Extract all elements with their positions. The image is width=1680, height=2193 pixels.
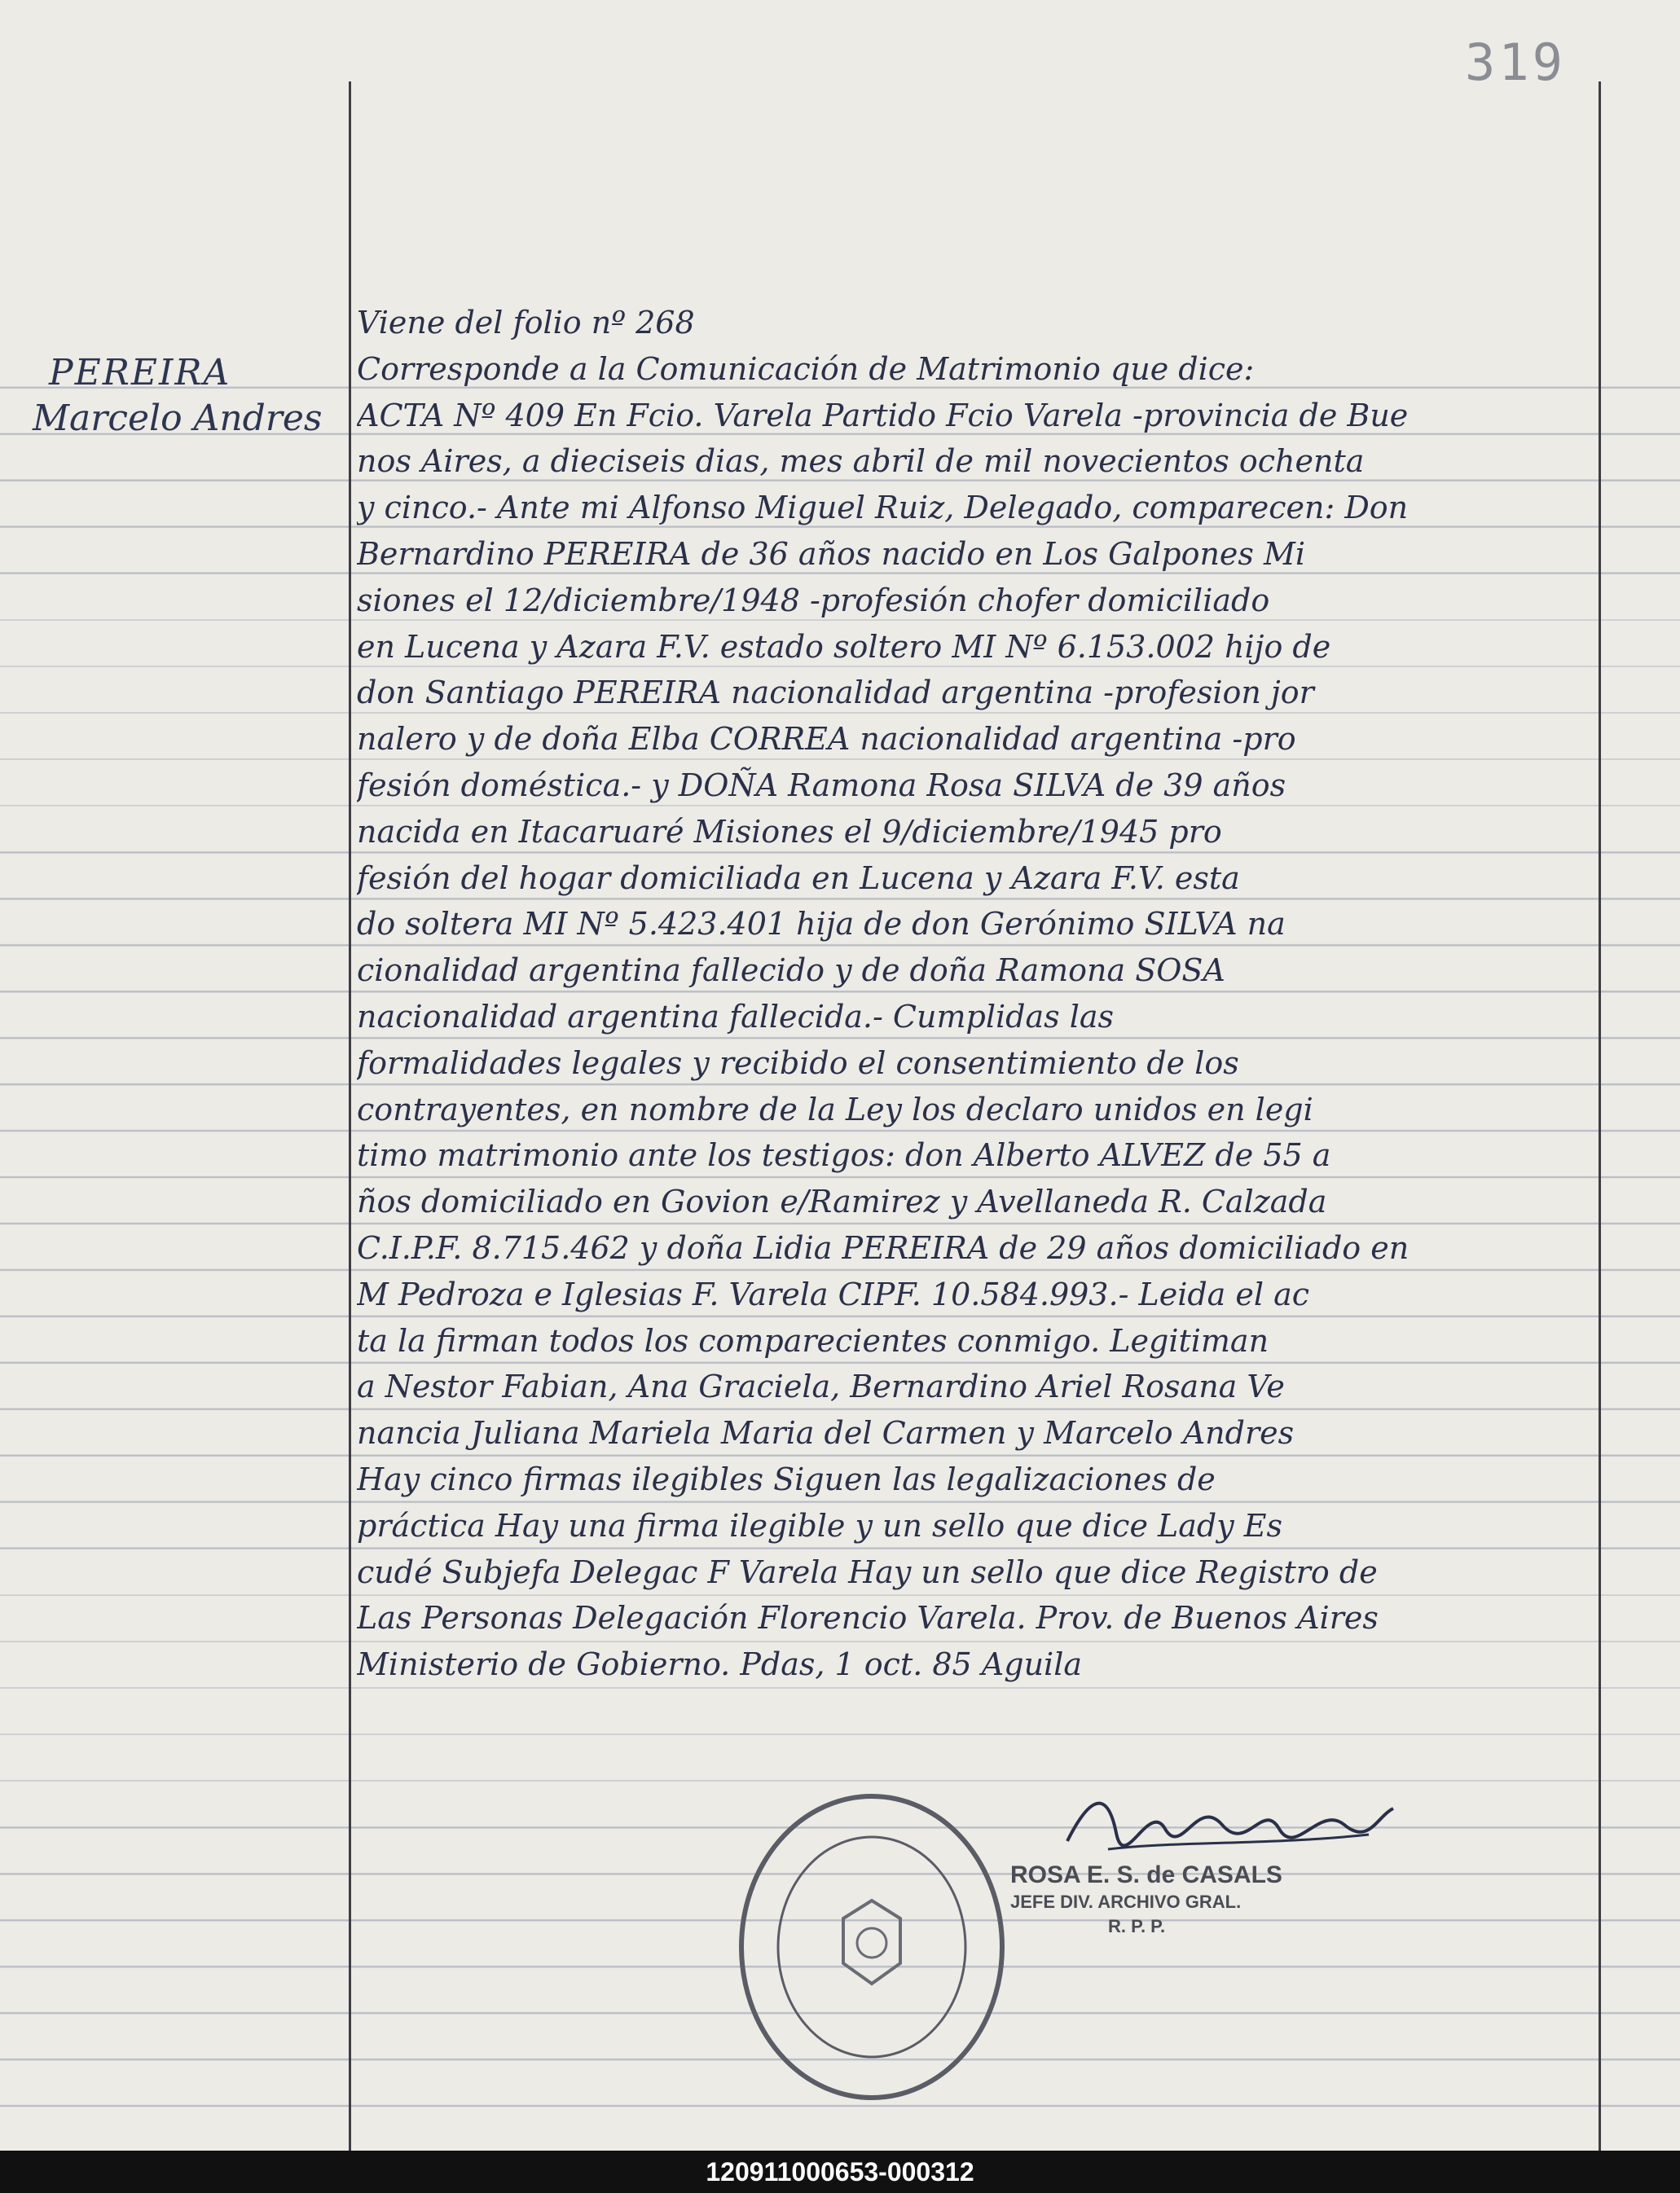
record-text-line: formalidades legales y recibido el consentimiento de los (357, 1044, 1239, 1081)
record-text-line: do soltera MI Nº 5.423.401 hija de don Gerónimo SILVA na (357, 906, 1286, 943)
record-text-line: nacionalidad argentina fallecida.- Cumplidas las (357, 998, 1115, 1035)
record-text-line: Hay cinco firmas ilegibles Siguen las legalizaciones de (357, 1461, 1216, 1497)
handwritten-signature (1059, 1784, 1401, 1857)
margin-surname: PEREIRA (49, 352, 231, 393)
record-text-line: Corresponde a la Comunicación de Matrimonio que dice: (357, 350, 1255, 387)
record-text-line: siones el 12/diciembre/1948 -profesión chofer domiciliado (357, 582, 1270, 618)
record-text-line: en Lucena y Azara F.V. estado soltero MI Nº 6.153.002 hijo de (357, 628, 1331, 665)
record-text-line: nancia Juliana Mariela Maria del Carmen y Marcelo Andres (357, 1415, 1295, 1452)
record-text-line: cudé Subjefa Delegac F Varela Hay un sello que dice Registro de (357, 1554, 1378, 1590)
folio-number: 319 (1465, 33, 1566, 92)
handwritten-record-text (357, 300, 1595, 1688)
record-text-line: ños domiciliado en Govion e/Ramirez y Avellaneda R. Calzada (357, 1184, 1327, 1220)
record-text-line: contrayentes, en nombre de la Ley los declaro unidos en legi (357, 1091, 1313, 1127)
margin-given-names: Marcelo Andres (33, 398, 323, 439)
record-text-line: cionalidad argentina fallecido y de doña Ramona SOSA (357, 952, 1225, 989)
record-text-line: timo matrimonio ante los testigos: don Alberto ALVEZ de 55 a (357, 1137, 1331, 1174)
record-text-line: M Pedroza e Iglesias F. Varela CIPF. 10.584.993.- Leida el ac (357, 1276, 1310, 1312)
record-text-line: Viene del folio nº 268 (357, 305, 695, 341)
left-margin-rule (349, 81, 351, 2151)
record-text-line: C.I.P.F. 8.715.462 y doña Lidia PEREIRA de 29 años domiciliado en (357, 1229, 1410, 1266)
record-text-line: Ministerio de Gobierno. Pdas, 1 oct. 85 Aguila (357, 1646, 1083, 1683)
official-seal (733, 1788, 1010, 2106)
record-text-line: nalero y de doña Elba CORREA nacionalidad argentina -pro (357, 721, 1296, 758)
record-text-line: fesión del hogar domiciliada en Lucena y Azara F.V. esta (357, 859, 1240, 896)
record-text-line: fesión doméstica.- y DOÑA Ramona Rosa SILVA de 39 años (357, 767, 1286, 803)
margin-annotation (33, 350, 334, 442)
record-text-line: a Nestor Fabian, Ana Graciela, Bernardino Ariel Rosana Ve (357, 1369, 1285, 1405)
signature-name: ROSA E. S. de CASALS (1010, 1861, 1282, 1888)
record-text-line: ACTA Nº 409 En Fcio. Varela Partido Fcio Varela -provincia de Bue (357, 397, 1409, 433)
document-id-footer: 120911000653-000312 (0, 2151, 1680, 2193)
page-top-area (0, 0, 1680, 342)
record-text-line: práctica Hay una firma ilegible y un sello que dice Lady Es (357, 1507, 1283, 1544)
record-text-line: Bernardino PEREIRA de 36 años nacido en Los Galpones Mi (357, 535, 1306, 572)
record-text-line: don Santiago PEREIRA nacionalidad argentina -profesion jor (357, 675, 1314, 711)
record-text-line: ta la firman todos los comparecientes conmigo. Legitiman (357, 1322, 1269, 1359)
right-margin-rule (1599, 81, 1601, 2151)
record-text-line: nacida en Itacaruaré Misiones el 9/diciembre/1945 pro (357, 813, 1222, 850)
signature-title: JEFE DIV. ARCHIVO GRAL. (1010, 1892, 1242, 1912)
record-text-line: y cinco.- Ante mi Alfonso Miguel Ruiz, Delegado, comparecen: Don (357, 490, 1409, 526)
record-text-line: Las Personas Delegación Florencio Varela. Prov. de Buenos Aires (357, 1600, 1379, 1637)
signature-office: R. P. P. (1108, 1916, 1166, 1936)
signature-block (1010, 1784, 1467, 1939)
record-text-line: nos Aires, a dieciseis dias, mes abril de mil novecientos ochenta (357, 443, 1365, 480)
